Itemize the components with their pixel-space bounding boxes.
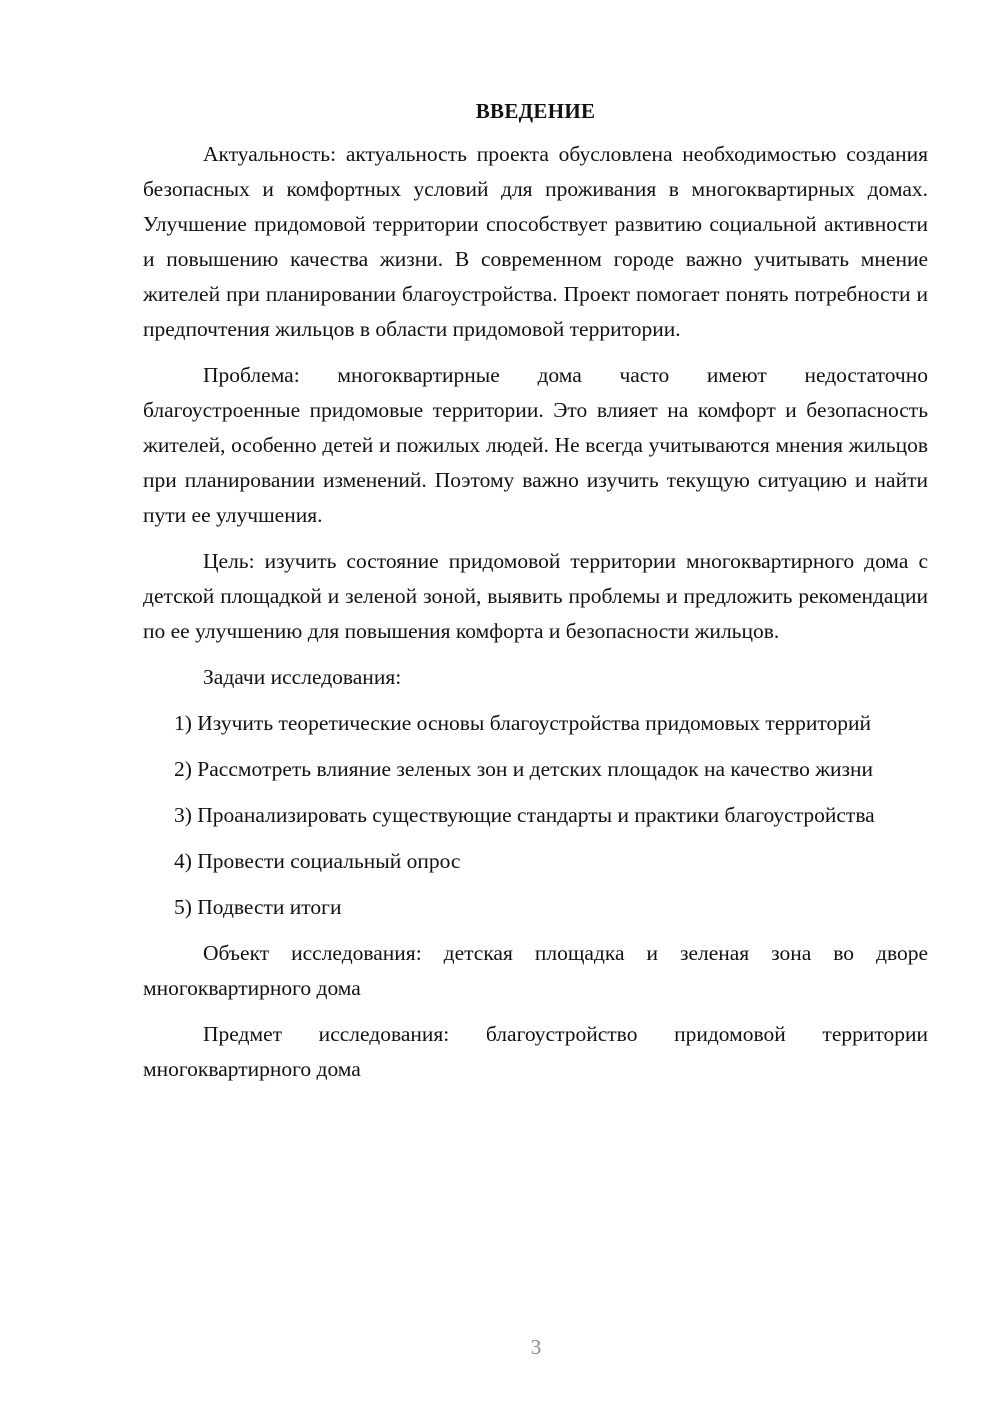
list-item: 3) Проанализировать существующие стандарты и практики благоустройства	[174, 803, 875, 827]
list-item: 2) Рассмотреть влияние зеленых зон и детских площадок на качество жизни	[174, 757, 874, 781]
page-title: ВВЕДЕНИЕ	[475, 99, 596, 123]
list-item: 4) Провести социальный опрос	[174, 849, 461, 873]
document-page	[143, 96, 928, 1087]
tasks-heading: Задачи исследования:	[203, 665, 402, 689]
paragraph-subject: Предмет исследования: благоустройство придомовой территории многоквартирного дома	[143, 1022, 928, 1081]
tasks-list	[143, 706, 928, 925]
paragraph-relevance: Актуальность: актуальность проекта обусловлена необходимостью создания безопасных и комфортных условий для проживания в многоквартирных домах. Улучшение придомовой территории способствует развитию социальной активности и повышению качества жизни. В современном городе важно учитывать мнение жителей при планировании благоустройства. Проект помогает понять потребности и предпочтения жильцов в области придомовой территории.	[143, 142, 928, 341]
paragraph-problem: Проблема: многоквартирные дома часто имеют недостаточно благоустроенные придомовые территории. Это влияет на комфорт и безопасность жителей, особенно детей и пожилых людей. Не всегда учитываются мнения жильцов при планировании изменений. Поэтому важно изучить текущую ситуацию и найти пути ее улучшения.	[143, 363, 928, 527]
paragraph-goal: Цель: изучить состояние придомовой территории многоквартирного дома с детской площадкой и зеленой зоной, выявить проблемы и предложить рекомендации по ее улучшению для повышения комфорта и безопасности жильцов.	[143, 549, 928, 643]
page-number: 3	[530, 1335, 542, 1359]
list-item: 5) Подвести итоги	[174, 895, 342, 919]
list-item: 1) Изучить теоретические основы благоустройства придомовых территорий	[174, 711, 871, 735]
paragraph-object: Объект исследования: детская площадка и зеленая зона во дворе многоквартирного дома	[143, 941, 928, 1000]
